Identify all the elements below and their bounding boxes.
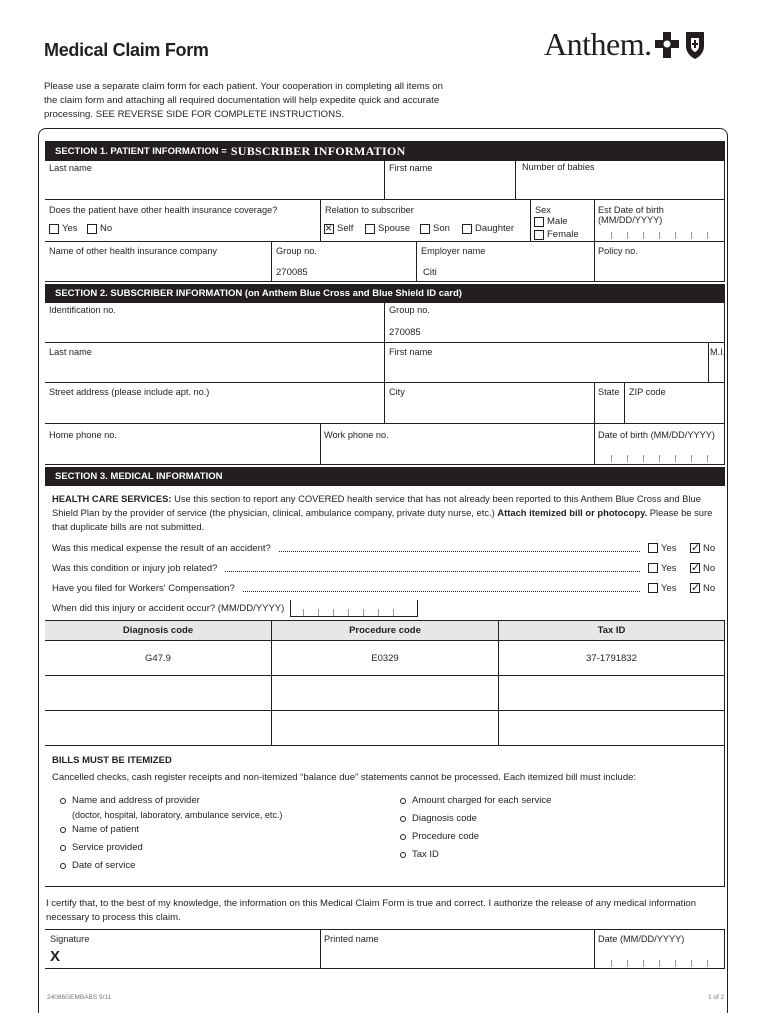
street-address-label: Street address (please include apt. no.)	[49, 387, 210, 397]
q3-no-checkbox[interactable]	[690, 583, 700, 593]
signature-field[interactable]	[45, 929, 321, 969]
zip-label: ZIP code	[629, 387, 666, 397]
q2-label: Was this condition or injury job related?	[52, 562, 218, 574]
q1-no-checkbox[interactable]	[690, 543, 700, 553]
coverage-no-checkbox[interactable]	[87, 224, 97, 234]
q1-no-option[interactable]	[690, 543, 722, 554]
taxid-cell-1[interactable]: 37-1791832	[499, 641, 725, 676]
q3-label: Have you filed for Workers' Compensation?	[52, 582, 235, 594]
patient-dob-field[interactable]	[594, 199, 725, 242]
q3-leader	[243, 584, 640, 592]
other-coverage-group	[45, 199, 321, 242]
city-field[interactable]	[384, 382, 595, 424]
sex-male-option[interactable]	[534, 216, 568, 227]
question-job-related	[52, 560, 722, 576]
bill-item-taxid-text: Tax ID	[412, 849, 439, 860]
work-phone-label: Work phone no.	[324, 430, 389, 440]
blue-cross-shield-icon	[655, 30, 707, 60]
s1-group-field[interactable]	[271, 241, 417, 282]
signature-label: Signature	[50, 934, 90, 944]
subscriber-last-name-field[interactable]	[45, 342, 385, 383]
relation-group	[320, 199, 531, 242]
subscriber-first-name-label: First name	[389, 347, 433, 357]
sex-male-checkbox[interactable]	[534, 217, 544, 227]
coverage-no-option[interactable]	[87, 223, 112, 234]
relation-son-checkbox[interactable]	[420, 224, 430, 234]
section1-heading-big: SUBSCRIBER INFORMATION	[230, 143, 406, 158]
q1-yes-option[interactable]	[648, 543, 690, 554]
patient-first-name-field[interactable]	[384, 160, 516, 200]
bill-item-patient	[60, 821, 360, 839]
q2-no-label: No	[703, 562, 716, 574]
patient-dob-ticks	[611, 232, 708, 239]
col-taxid-header: Tax ID	[499, 621, 725, 641]
q2-yes-option[interactable]	[648, 563, 690, 574]
section2-heading	[45, 284, 725, 303]
bill-item-service-text: Service provided	[72, 842, 143, 853]
taxid-cell-3[interactable]	[499, 711, 725, 746]
patient-first-name-label: First name	[389, 163, 433, 173]
q2-leader	[225, 564, 640, 572]
bill-item-date	[60, 857, 360, 875]
coverage-yes-checkbox[interactable]	[49, 224, 59, 234]
bill-item-diagnosis	[400, 810, 700, 828]
q1-no-label: No	[703, 542, 716, 554]
s2-group-field[interactable]	[384, 302, 725, 343]
bill-item-provider-text: Name and address of provider	[72, 795, 200, 806]
zip-field[interactable]	[624, 382, 725, 424]
bills-left-list	[60, 792, 360, 875]
codes-table	[45, 620, 725, 745]
sex-label: Sex	[535, 205, 551, 215]
coverage-yes-label: Yes	[62, 223, 78, 234]
city-label: City	[389, 387, 405, 397]
bill-item-amount-text: Amount charged for each service	[412, 795, 552, 806]
s1-group-value: 270085	[276, 267, 308, 278]
intro-text: Please use a separate claim form for each patient. Your cooperation in completing all items on the claim form and attaching all required documentation will help expedite quick and accurate processing. SEE REVERSE SIDE FOR COMPLETE INSTRUCTIONS.	[44, 81, 443, 120]
q1-yes-label: Yes	[661, 542, 677, 554]
page-title: Medical Claim Form	[44, 40, 209, 60]
patient-last-name-label: Last name	[49, 163, 92, 173]
relation-son-option[interactable]	[420, 223, 450, 234]
q2-yes-label: Yes	[661, 562, 677, 574]
procedure-cell-3[interactable]	[272, 711, 499, 746]
col-procedure-header: Procedure code	[272, 621, 499, 641]
page-number: 1 of 2	[708, 994, 725, 1001]
hcs-text1: Use this section to report any COVERED health service that has not already been reported to this Anthem Blue Cross and Blue Shield Plan by the provider of service (the physician, clinical, ambulance company, private duty nurse, etc.)	[52, 493, 701, 518]
q1-yes-checkbox[interactable]	[648, 543, 658, 553]
bill-item-patient-text: Name of patient	[72, 824, 140, 835]
certification-text: I certify that, to the best of my knowledge, the information on this Medical Claim Form is true and correct. I authorize the release of any medical information necessary to process this claim.	[46, 898, 696, 923]
subscriber-first-name-field[interactable]	[384, 342, 709, 383]
form-code: 24086GEMBABS 9/11	[47, 994, 112, 1001]
relation-self-label: Self	[337, 223, 354, 234]
other-coverage-label: Does the patient have other health insurance coverage?	[49, 205, 278, 215]
subscriber-mi-field[interactable]	[708, 342, 725, 383]
q1-label: Was this medical expense the result of an accident?	[52, 542, 271, 554]
question-injury-date	[52, 600, 418, 616]
taxid-cell-2[interactable]	[499, 676, 725, 711]
section3-heading	[45, 467, 725, 486]
relation-daughter-checkbox[interactable]	[462, 224, 472, 234]
relation-label: Relation to subscriber	[325, 205, 414, 215]
home-phone-field[interactable]	[45, 423, 321, 465]
injury-date-input[interactable]	[290, 600, 418, 617]
bill-item-provider	[60, 792, 360, 821]
bill-item-service	[60, 839, 360, 857]
diagnosis-cell-3[interactable]	[45, 711, 272, 746]
sex-female-option[interactable]	[534, 229, 579, 240]
certify-date-ticks	[611, 960, 708, 967]
relation-self-checkbox[interactable]	[324, 224, 334, 234]
relation-spouse-checkbox[interactable]	[365, 224, 375, 234]
subscriber-id-label: Identification no.	[49, 305, 116, 315]
home-phone-label: Home phone no.	[49, 430, 117, 440]
q3-no-label: No	[703, 582, 716, 594]
bills-text: Cancelled checks, cash register receipts and non-itemized “balance due” statements cannot be processed. Each itemized bill must include:	[52, 772, 637, 783]
bills-heading: BILLS MUST BE ITEMIZED	[52, 755, 172, 766]
q3-yes-option[interactable]	[648, 583, 690, 594]
section1-heading-text: SECTION 1. PATIENT INFORMATION =	[55, 145, 227, 157]
section3-heading-text: SECTION 3. MEDICAL INFORMATION	[55, 471, 223, 482]
street-address-field[interactable]	[45, 382, 385, 424]
subscriber-dob-field[interactable]	[594, 423, 725, 465]
sex-female-label: Female	[547, 229, 579, 240]
s2-group-value: 270085	[389, 327, 421, 338]
employer-value: Citi	[423, 267, 437, 278]
number-of-babies-label: Number of babies	[522, 162, 595, 172]
sex-group	[530, 199, 595, 242]
anthem-logo	[544, 26, 707, 63]
employer-label: Employer name	[421, 246, 486, 256]
coverage-yes-option[interactable]	[49, 223, 78, 234]
relation-daughter-option[interactable]	[462, 223, 514, 234]
hcs-bold: HEALTH CARE SERVICES:	[52, 493, 172, 504]
procedure-cell-2[interactable]	[272, 676, 499, 711]
number-of-babies-field[interactable]	[515, 156, 725, 200]
bill-item-amount	[400, 792, 700, 810]
injury-date-ticks	[303, 609, 394, 616]
s1-group-label: Group no.	[276, 246, 317, 256]
certify-date-label: Date (MM/DD/YYYY)	[598, 934, 685, 944]
state-field[interactable]	[594, 382, 625, 424]
bills-right-list	[400, 792, 700, 864]
bills-box	[45, 745, 725, 887]
bill-item-procedure-text: Procedure code	[412, 831, 480, 842]
subscriber-last-name-label: Last name	[49, 347, 92, 357]
q3-yes-checkbox[interactable]	[648, 583, 658, 593]
bill-item-diagnosis-text: Diagnosis code	[412, 813, 477, 824]
certify-date-field[interactable]	[594, 929, 725, 969]
printed-name-field[interactable]	[320, 929, 595, 969]
health-care-services-text	[52, 492, 720, 534]
policy-field[interactable]	[594, 241, 725, 282]
subscriber-dob-label: Date of birth (MM/DD/YYYY)	[598, 430, 715, 440]
sex-male-label: Male	[547, 216, 568, 227]
relation-self-option[interactable]	[324, 223, 353, 234]
signature-mark: X	[50, 948, 61, 965]
other-company-label: Name of other health insurance company	[49, 246, 218, 256]
q3-yes-label: Yes	[661, 582, 677, 594]
relation-spouse-label: Spouse	[378, 223, 411, 234]
q4-label: When did this injury or accident occur? (MM/DD/YYYY)	[52, 602, 285, 614]
hcs-bold2: Attach itemized bill or photocopy.	[497, 507, 648, 518]
q1-leader	[279, 544, 640, 552]
q2-no-checkbox[interactable]	[690, 563, 700, 573]
question-accident	[52, 540, 722, 556]
q2-no-option[interactable]	[690, 563, 722, 574]
subscriber-dob-ticks	[611, 455, 708, 462]
diagnosis-cell-2[interactable]	[45, 676, 272, 711]
q2-yes-checkbox[interactable]	[648, 563, 658, 573]
bill-item-procedure	[400, 828, 700, 846]
subscriber-mi-label: M.I.	[710, 347, 726, 357]
patient-last-name-field[interactable]	[45, 160, 385, 200]
work-phone-field[interactable]	[320, 423, 595, 465]
patient-dob-label: Est Date of birth (MM/DD/YYYY)	[598, 205, 664, 225]
relation-spouse-option[interactable]	[365, 223, 410, 234]
section2-heading-text: SECTION 2. SUBSCRIBER INFORMATION (on Anthem Blue Cross and Blue Shield ID card)	[55, 288, 462, 299]
sex-female-checkbox[interactable]	[534, 230, 544, 240]
subscriber-id-field[interactable]	[45, 302, 385, 343]
question-workers-comp	[52, 580, 722, 596]
relation-son-label: Son	[433, 223, 450, 234]
policy-label: Policy no.	[598, 246, 638, 256]
bill-item-date-text: Date of service	[72, 860, 136, 871]
q3-no-option[interactable]	[690, 583, 722, 594]
coverage-no-label: No	[100, 223, 113, 234]
state-label: State	[598, 387, 620, 397]
procedure-cell-1[interactable]: E0329	[272, 641, 499, 676]
logo-text: Anthem.	[544, 26, 652, 62]
col-diagnosis-header: Diagnosis code	[45, 621, 272, 641]
employer-field[interactable]	[416, 241, 595, 282]
bill-item-taxid	[400, 846, 700, 864]
printed-name-label: Printed name	[324, 934, 379, 944]
diagnosis-cell-1[interactable]: G47.9	[45, 641, 272, 676]
s2-group-label: Group no.	[389, 305, 430, 315]
bill-item-provider-sub: (doctor, hospital, laboratory, ambulance service, etc.)	[72, 810, 283, 820]
hcs-text2: Please be sure that duplicate bills are not submitted.	[52, 507, 713, 532]
other-company-field[interactable]	[45, 241, 272, 282]
relation-daughter-label: Daughter	[475, 223, 515, 234]
